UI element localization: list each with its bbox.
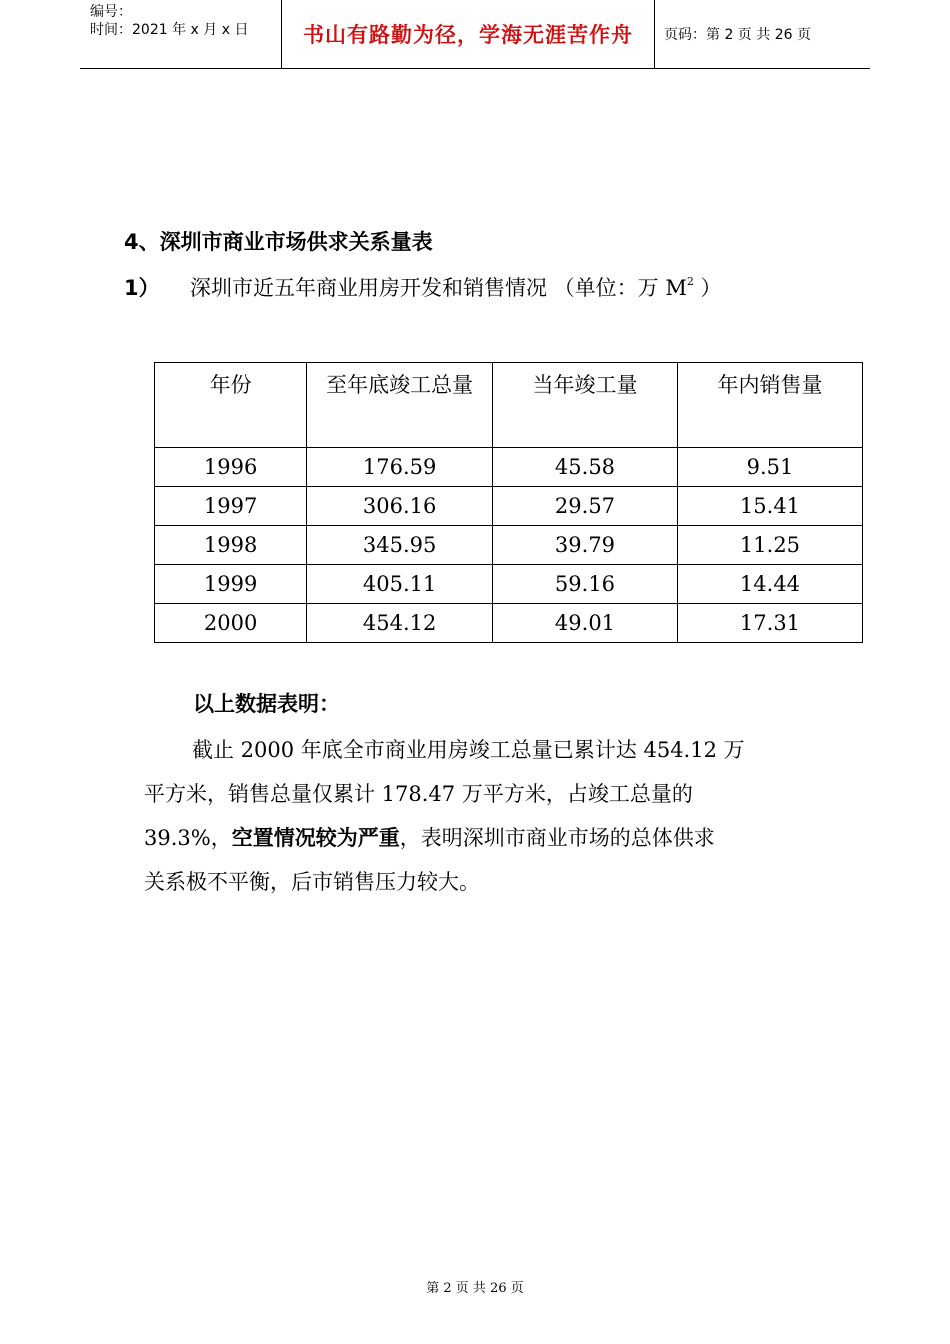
cell-total: 454.12: [307, 604, 493, 643]
unit-superscript: 2: [686, 275, 694, 288]
conclusion-paragraph: [144, 728, 844, 904]
cell-completed: 39.79: [493, 526, 678, 565]
cell-year: 1999: [155, 565, 307, 604]
table-row: [155, 565, 863, 604]
cell-total: 405.11: [307, 565, 493, 604]
header-annual-sales: 年内销售量: [677, 363, 862, 448]
header-total-completed: 至年底竣工总量: [307, 363, 493, 448]
table-header-row: [155, 363, 863, 448]
cell-sales: 14.44: [677, 565, 862, 604]
section-title: 4、深圳市商业市场供求关系量表: [124, 230, 433, 254]
cell-sales: 17.31: [677, 604, 862, 643]
subsection-text: 深圳市近五年商业用房开发和销售情况 （单位：万 M: [190, 276, 687, 300]
cell-sales: 9.51: [677, 448, 862, 487]
cell-total: 345.95: [307, 526, 493, 565]
header-annual-completed: 当年竣工量: [493, 363, 678, 448]
cell-year: 1997: [155, 487, 307, 526]
cell-completed: 59.16: [493, 565, 678, 604]
cell-completed: 29.57: [493, 487, 678, 526]
paragraph-line: 39.3%，空置情况较为严重，表明深圳市商业市场的总体供求: [144, 826, 715, 850]
table-row: [155, 448, 863, 487]
header-motto: 书山有路勤为径，学海无涯苦作舟: [303, 23, 633, 47]
cell-sales: 11.25: [677, 526, 862, 565]
table-row: [155, 526, 863, 565]
cell-sales: 15.41: [677, 487, 862, 526]
page-header: [80, 0, 870, 69]
cell-year: 1996: [155, 448, 307, 487]
emphasis-text: 空置情况较为严重: [231, 826, 400, 850]
paragraph-line: 截止 2000 年底全市商业用房竣工总量已累计达 454.12 万: [192, 738, 745, 762]
page-footer: 第 2 页 共 26 页: [426, 1281, 524, 1296]
number-label: 编号：: [90, 4, 132, 20]
header-page-code: 页码：第 2 页 共 26 页: [664, 27, 811, 43]
conclusion-title: 以上数据表明：: [193, 692, 340, 716]
subsection-close: ）: [693, 276, 722, 300]
cell-year: 1998: [155, 526, 307, 565]
supply-demand-table: [154, 362, 863, 643]
paragraph-line: 平方米，销售总量仅累计 178.47 万平方米，占竣工总量的: [144, 782, 693, 806]
cell-completed: 45.58: [493, 448, 678, 487]
cell-total: 176.59: [307, 448, 493, 487]
header-meta: [80, 0, 281, 68]
time-label: 时间：2021 年 x 月 x 日: [90, 22, 249, 38]
cell-completed: 49.01: [493, 604, 678, 643]
header-year: 年份: [155, 363, 307, 448]
header-motto-cell: [281, 0, 655, 68]
paragraph-line: 关系极不平衡，后市销售压力较大。: [144, 870, 480, 894]
cell-total: 306.16: [307, 487, 493, 526]
subsection-number: 1）: [124, 276, 160, 300]
cell-year: 2000: [155, 604, 307, 643]
table-row: [155, 487, 863, 526]
table-row: [155, 604, 863, 643]
subsection-title: [124, 272, 722, 302]
